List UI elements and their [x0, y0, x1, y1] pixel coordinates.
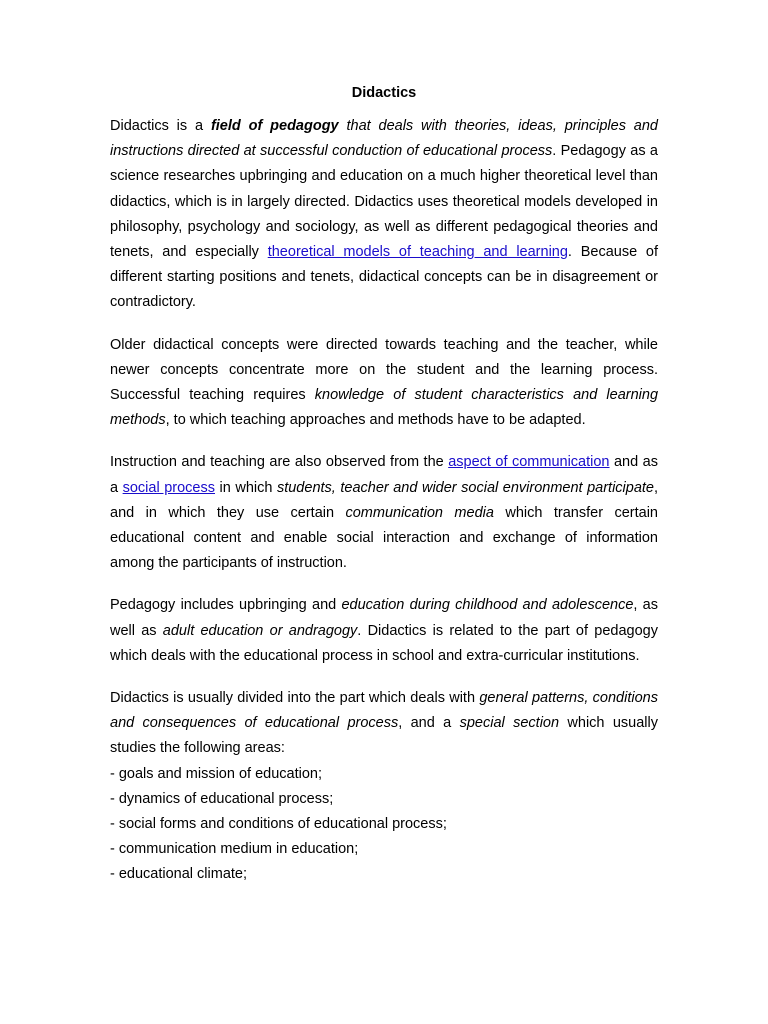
text-run: Didactics is a	[110, 118, 211, 134]
emphasis-italic: knowledge of student characteristics and learning methods	[110, 387, 659, 429]
paragraph-5	[110, 686, 658, 762]
emphasis-italic: communication media	[345, 504, 494, 521]
paragraph-2	[110, 333, 658, 434]
emphasis-italic: adult education or andragogy	[162, 622, 358, 639]
text-run: and as a	[110, 454, 658, 496]
paragraph-3	[110, 450, 658, 576]
list-item: - communication medium in education;	[110, 841, 359, 858]
text-run: Didactics is usually divided into the part which deals with	[110, 690, 480, 707]
list-item: - dynamics of educational process;	[110, 790, 334, 807]
text-run: , as well as	[110, 597, 658, 639]
emphasis-italic: students, teacher and wider social environment participate	[276, 479, 654, 496]
text-run: in which	[215, 479, 277, 496]
text-run: , and a	[398, 715, 460, 732]
link-theoretical-models[interactable]: theoretical models of teaching and learning	[267, 244, 568, 261]
text-run: . Pedagogy as a science researches upbringing and education on a much higher theoretical level than didactics, which is in largely directed. Didactics uses theoretical models developed in philosophy, psychology and sociology, as well as different pedagogical theories and tenets, and especially	[110, 143, 658, 261]
document-page	[110, 81, 658, 888]
emphasis-italic: special section	[459, 715, 560, 732]
paragraph-1	[110, 114, 658, 316]
text-run: . Because of different starting positions and tenets, didactical concepts can be in disagreement or contradictory.	[110, 244, 659, 311]
document-title: Didactics	[351, 85, 417, 101]
text-run: which transfer certain educational content and enable social interaction and exchange of information among the participants of instruction.	[110, 504, 658, 572]
emphasis-italic: education during childhood and adolescence	[341, 597, 634, 614]
list-item: - educational climate;	[110, 866, 248, 883]
link-aspect-of-communication[interactable]: aspect of communication	[448, 454, 610, 471]
emphasis-italic: general patterns, conditions and consequences of educational process	[110, 690, 658, 732]
paragraph-4	[110, 593, 658, 669]
text-run: which usually studies the following areas:	[110, 715, 659, 757]
text-run: , and in which they use certain	[110, 479, 659, 521]
emphasis-bold-italic: field of pedagogy	[210, 118, 339, 134]
areas-list	[110, 762, 658, 888]
list-item: - social forms and conditions of educational process;	[110, 816, 447, 833]
emphasis-italic: that deals with theories, ideas, principles and instructions directed at successful conduction of educational process	[110, 118, 658, 160]
text-run: Instruction and teaching are also observed from the	[110, 454, 449, 471]
text-run: , to which teaching approaches and methods have to be adapted.	[165, 412, 586, 429]
text-run: Older didactical concepts were directed towards teaching and the teacher, while newer concepts concentrate more on the student and the learning process. Successful teaching requires	[110, 336, 658, 404]
text-run: . Didactics is related to the part of pedagogy which deals with the educational process in school and extra-curricular institutions.	[110, 622, 658, 664]
link-social-process[interactable]: social process	[122, 479, 215, 496]
text-run: Pedagogy includes upbringing and	[110, 597, 342, 614]
list-item: - goals and mission of education;	[110, 765, 322, 782]
